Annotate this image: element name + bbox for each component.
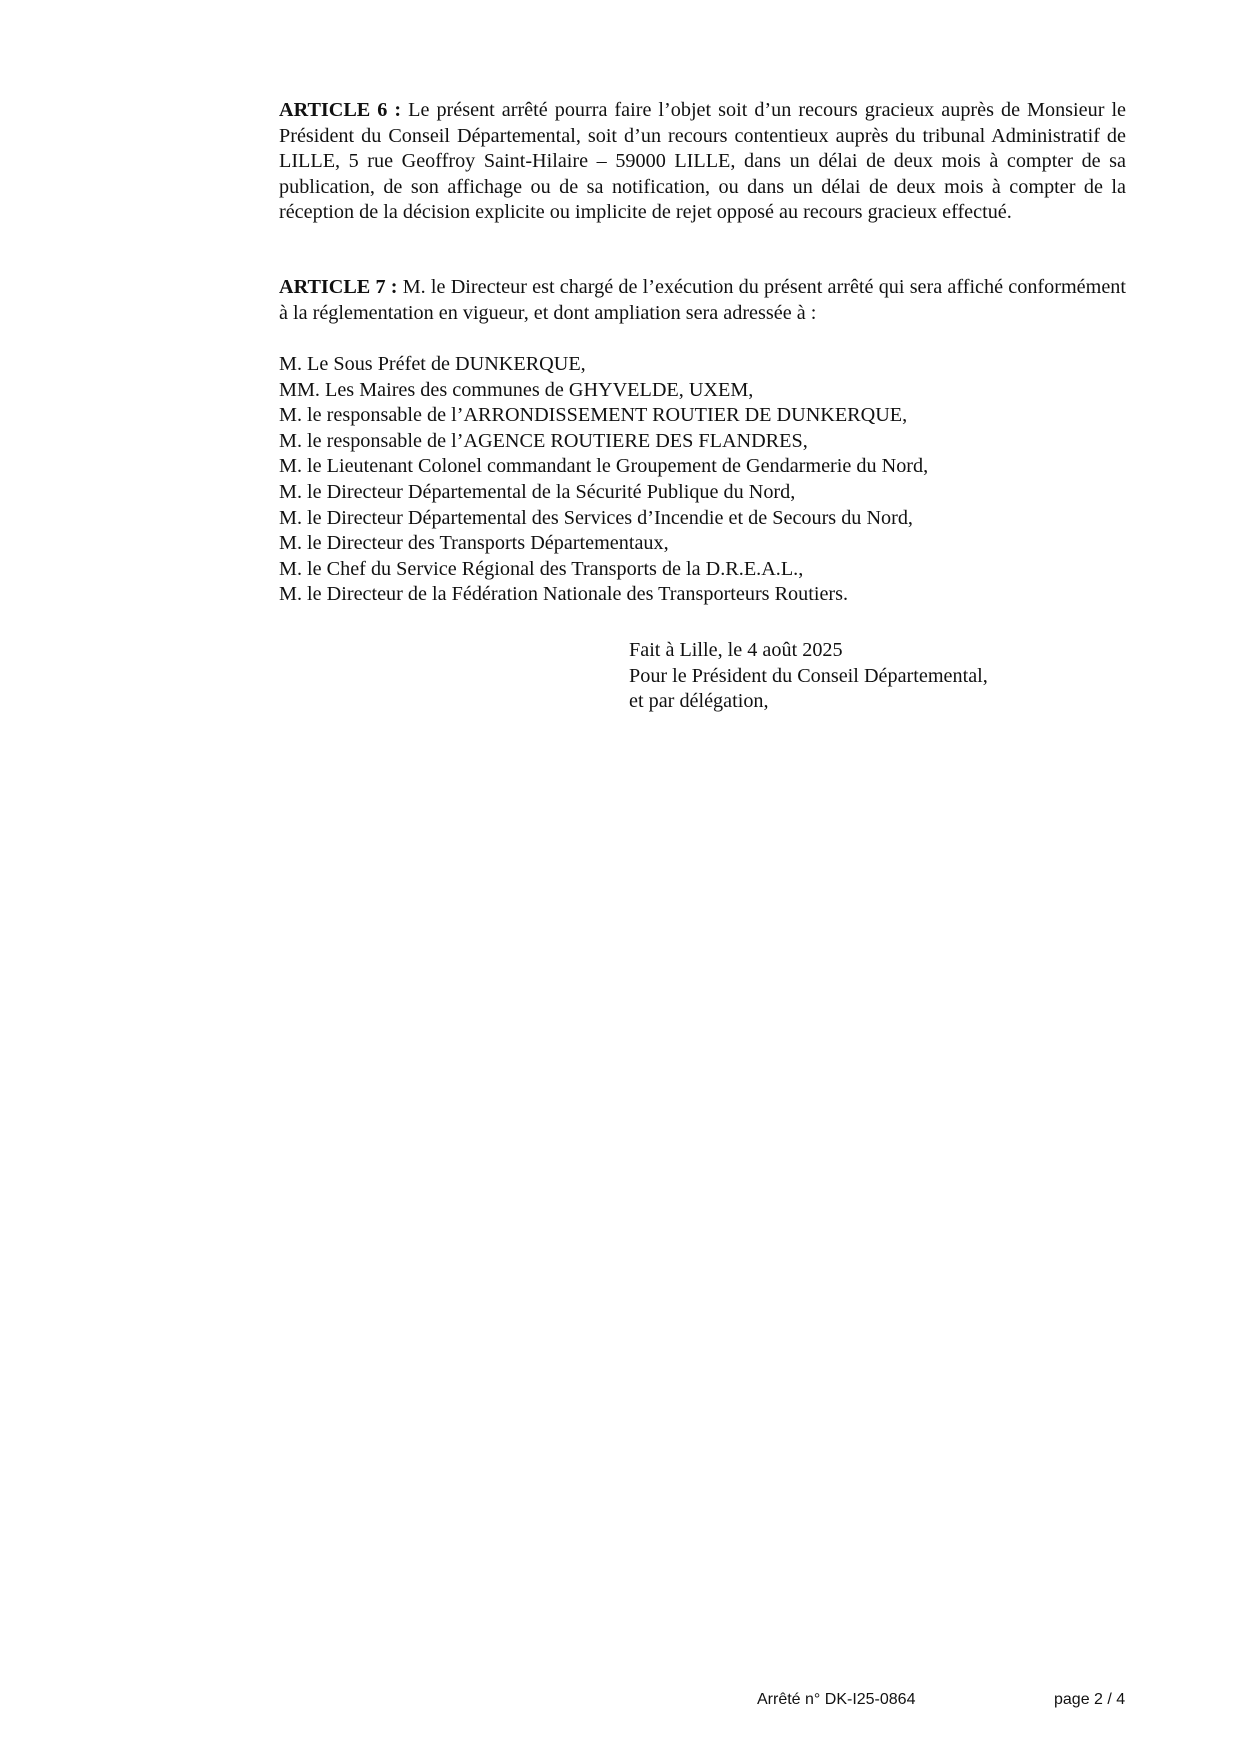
signature-place-date: Fait à Lille, le 4 août 2025 [629, 639, 843, 661]
article-6-paragraph [279, 98, 1126, 226]
recipient-list [279, 352, 1126, 608]
footer-reference: Arrêté n° DK-I25-0864 [757, 1691, 916, 1708]
recipient-item: M. le responsable de l’AGENCE ROUTIERE DES FLANDRES, [279, 429, 808, 452]
recipient-item: M. Le Sous Préfet de DUNKERQUE, [279, 353, 586, 375]
recipient-item: MM. Les Maires des communes de GHYVELDE, UXEM, [279, 378, 754, 401]
article-7-text: M. le Directeur est chargé de l’exécution du présent arrêté qui sera affiché conformément à la réglementation en vigueur, et dont ampliation sera adressée à : [279, 276, 1126, 324]
article-7 [279, 275, 1126, 326]
signature-for-line: Pour le Président du Conseil Départemental, [629, 664, 988, 687]
recipient-item: M. le Directeur Départemental des Services d’Incendie et de Secours du Nord, [279, 506, 913, 529]
recipient-item: M. le Directeur des Transports Départementaux, [279, 532, 669, 555]
footer-page-number: page 2 / 4 [1054, 1691, 1126, 1708]
recipient-item: M. le Directeur de la Fédération Nationale des Transporteurs Routiers. [279, 583, 849, 606]
signature-block [629, 638, 988, 715]
recipient-item: M. le Lieutenant Colonel commandant le Groupement de Gendarmerie du Nord, [279, 455, 929, 478]
article-6-text: Le présent arrêté pourra faire l’objet soit d’un recours gracieux auprès de Monsieur le Président du Conseil Départemental, soit d’un recours contentieux auprès du tribunal Administratif de LILLE, 5 rue Geoffroy Saint-Hilaire – 59000 LILLE, dans un délai de deux mois à compter de sa publication, de son affichage ou de sa notification, ou dans un délai de deux mois à compter de la réception de la décision explicite ou implicite de rejet opposé au recours gracieux effectué. [279, 99, 1127, 224]
recipient-item: M. le responsable de l’ARRONDISSEMENT ROUTIER DE DUNKERQUE, [279, 404, 908, 427]
recipient-item: M. le Chef du Service Régional des Transports de la D.R.E.A.L., [279, 557, 804, 580]
article-6 [279, 98, 1126, 226]
article-7-paragraph [279, 275, 1126, 326]
article-6-label: ARTICLE 6 : [279, 99, 402, 121]
signature-delegation: et par délégation, [629, 690, 769, 713]
recipient-item: M. le Directeur Départemental de la Sécurité Publique du Nord, [279, 480, 796, 503]
article-7-label: ARTICLE 7 : [279, 276, 398, 298]
